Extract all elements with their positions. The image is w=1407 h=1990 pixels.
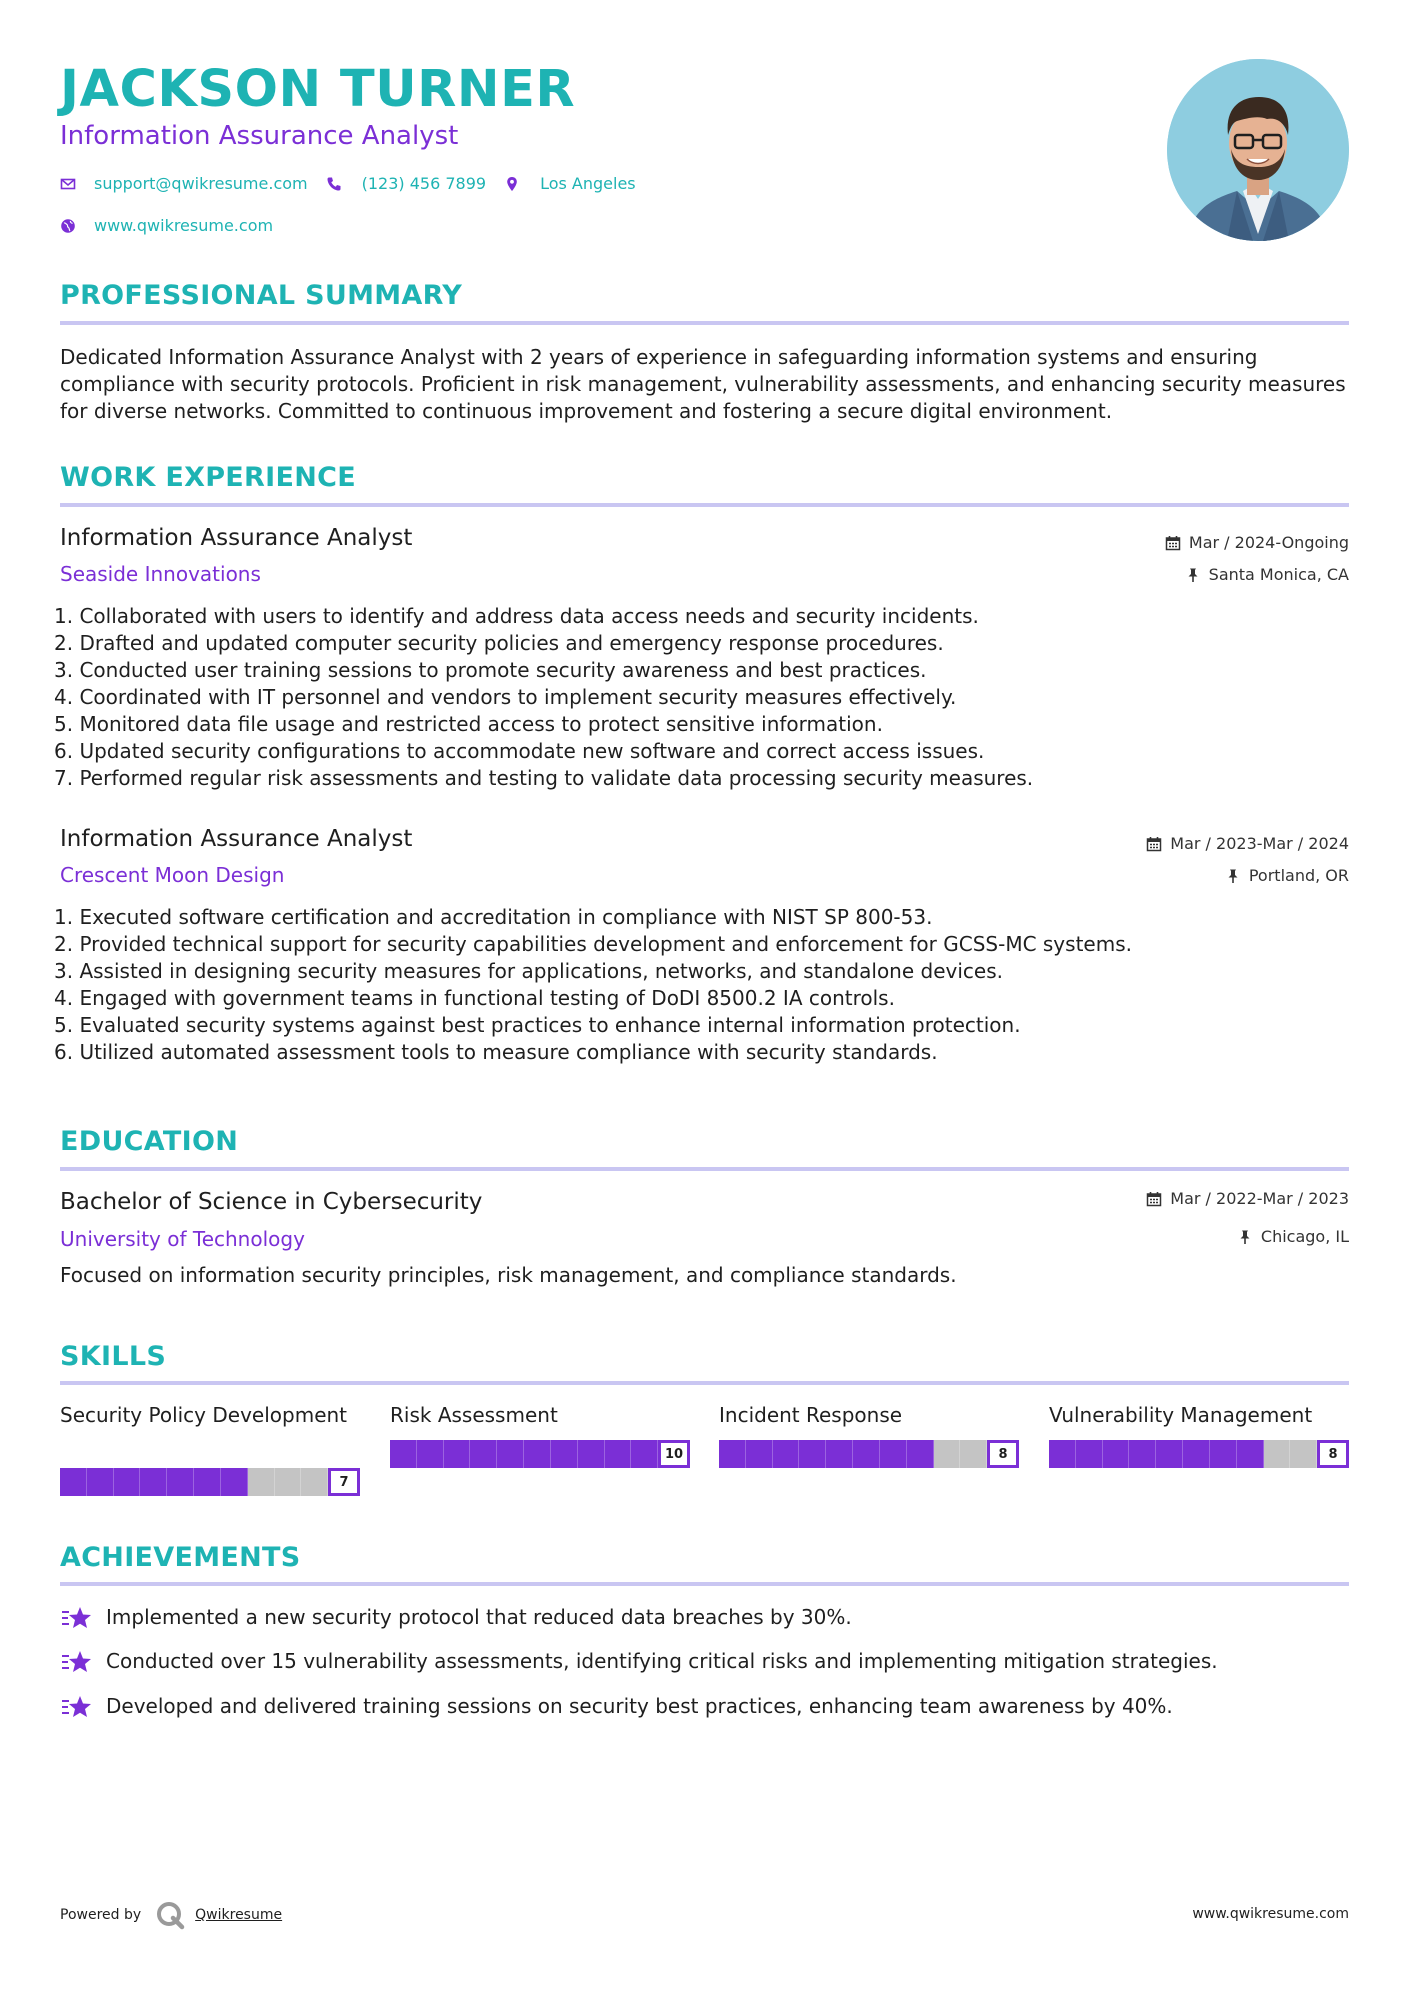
job-title: Information Assurance Analyst bbox=[60, 525, 413, 551]
footer-website[interactable]: www.qwikresume.com bbox=[1192, 1906, 1349, 1922]
achievement-text: Implemented a new security protocol that reduced data breaches by 30%. bbox=[106, 1605, 852, 1629]
education-dates-text: Mar / 2022-Mar / 2023 bbox=[1170, 1189, 1349, 1208]
job-duties-list bbox=[60, 603, 1350, 792]
map-pin-icon bbox=[504, 176, 520, 192]
candidate-role: Information Assurance Analyst bbox=[60, 121, 459, 151]
list-item: Performed regular risk assessments and testing to validate data processing security measures. bbox=[79, 766, 1034, 790]
summary-text: Dedicated Information Assurance Analyst with 2 years of experience in safeguarding information systems and ensuring compliance with security protocols. Proficient in risk management, vulnerability assessments, and enhancing security measures for diverse networks. Committed to continuous improvement and fostering a secure digital environment. bbox=[60, 345, 1346, 423]
location-text: Los Angeles bbox=[540, 174, 636, 193]
skill-level-segment bbox=[1156, 1440, 1183, 1468]
calendar-icon bbox=[1165, 535, 1181, 551]
skill-level-bar bbox=[390, 1440, 690, 1468]
skill-level-segment bbox=[470, 1440, 497, 1468]
star-icon bbox=[60, 1694, 92, 1720]
skill-level-segment bbox=[960, 1440, 987, 1468]
profile-photo-illustration bbox=[1167, 59, 1349, 241]
achievement-item bbox=[60, 1693, 1173, 1720]
skill-risk-assessment bbox=[390, 1402, 690, 1462]
skill-level-segment bbox=[1237, 1440, 1264, 1468]
skill-level-segment bbox=[444, 1440, 471, 1468]
brand-link[interactable]: Qwikresume bbox=[195, 1907, 283, 1923]
achievement-text: Developed and delivered training sessions on security best practices, enhancing team awareness by 40%. bbox=[106, 1694, 1173, 1718]
calendar-icon bbox=[1146, 1191, 1162, 1207]
pushpin-icon bbox=[1237, 1229, 1253, 1245]
skill-name: Security Policy Development bbox=[60, 1403, 348, 1427]
list-item: Monitored data file usage and restricted access to protect sensitive information. bbox=[79, 712, 883, 736]
education-location-text: Chicago, IL bbox=[1260, 1227, 1349, 1246]
contact-row-1 bbox=[60, 174, 654, 193]
skill-level-segment bbox=[853, 1440, 880, 1468]
skill-name: Risk Assessment bbox=[390, 1403, 558, 1427]
skill-level-segment bbox=[524, 1440, 551, 1468]
contact-website[interactable] bbox=[60, 216, 273, 235]
skill-level-segment bbox=[1076, 1440, 1103, 1468]
skill-level-segment bbox=[60, 1468, 87, 1496]
section-title-experience: WORK EXPERIENCE bbox=[60, 462, 356, 493]
powered-by-label: Powered by bbox=[60, 1907, 142, 1923]
list-item: Utilized automated assessment tools to measure compliance with security standards. bbox=[79, 1040, 938, 1064]
job-location bbox=[1225, 866, 1349, 886]
achievement-text: Conducted over 15 vulnerability assessments, identifying critical risks and implementing mitigation strategies. bbox=[106, 1649, 1218, 1673]
list-item: Executed software certification and accreditation in compliance with NIST SP 800-53. bbox=[79, 905, 933, 929]
skill-level-segment bbox=[497, 1440, 524, 1468]
skill-level-segment bbox=[799, 1440, 826, 1468]
star-icon bbox=[60, 1649, 92, 1675]
skill-level-segment bbox=[194, 1468, 221, 1496]
skill-name: Vulnerability Management bbox=[1049, 1403, 1313, 1427]
skill-level-segment bbox=[221, 1468, 248, 1496]
education-dates bbox=[1146, 1189, 1349, 1209]
list-item: Evaluated security systems against best practices to enhance internal information protection. bbox=[79, 1013, 1021, 1037]
contact-phone[interactable] bbox=[326, 174, 486, 193]
website-text[interactable]: www.qwikresume.com bbox=[94, 216, 274, 235]
list-item: Collaborated with users to identify and address data access needs and security incidents. bbox=[79, 604, 979, 628]
skill-level-segment bbox=[140, 1468, 167, 1496]
job-dates-text: Mar / 2024-Ongoing bbox=[1188, 533, 1349, 552]
list-item: Assisted in designing security measures for applications, networks, and standalone devices. bbox=[79, 959, 1003, 983]
skill-level-segment bbox=[301, 1468, 328, 1496]
job-title: Information Assurance Analyst bbox=[60, 826, 413, 852]
calendar-icon bbox=[1146, 836, 1162, 852]
job-duties-list bbox=[60, 904, 1350, 1066]
skill-level-segment bbox=[746, 1440, 773, 1468]
section-divider bbox=[60, 321, 1349, 325]
job-company: Crescent Moon Design bbox=[60, 863, 285, 887]
job-dates bbox=[1146, 834, 1349, 854]
section-divider bbox=[60, 503, 1349, 507]
skill-level-segment bbox=[826, 1440, 853, 1468]
achievement-item bbox=[60, 1648, 1218, 1675]
skill-vulnerability-management bbox=[1049, 1402, 1349, 1462]
list-item: Conducted user training sessions to promote security awareness and best practices. bbox=[79, 658, 927, 682]
job-location bbox=[1185, 565, 1349, 585]
phone-text[interactable]: (123) 456 7899 bbox=[361, 174, 487, 193]
skill-incident-response bbox=[719, 1402, 1019, 1462]
section-title-summary: PROFESSIONAL SUMMARY bbox=[60, 280, 463, 311]
skill-level-segment bbox=[1290, 1440, 1317, 1468]
skill-level-bar bbox=[719, 1440, 1019, 1468]
section-title-achievements: ACHIEVEMENTS bbox=[60, 1542, 301, 1573]
skill-level-segment bbox=[1129, 1440, 1156, 1468]
skill-level-segment bbox=[773, 1440, 800, 1468]
skill-level-segment bbox=[390, 1440, 417, 1468]
skill-level-badge: 8 bbox=[1317, 1440, 1349, 1468]
skill-level-segment bbox=[551, 1440, 578, 1468]
section-title-skills: SKILLS bbox=[60, 1341, 167, 1372]
contact-email[interactable] bbox=[60, 174, 308, 193]
section-divider bbox=[60, 1381, 1349, 1385]
education-description: Focused on information security principles, risk management, and compliance standards. bbox=[60, 1263, 957, 1287]
job-company: Seaside Innovations bbox=[60, 562, 261, 586]
section-divider bbox=[60, 1167, 1349, 1171]
list-item: Updated security configurations to accommodate new software and correct access issues. bbox=[79, 739, 985, 763]
skill-level-badge: 10 bbox=[658, 1440, 690, 1468]
skill-level-segment bbox=[934, 1440, 961, 1468]
skill-level-segment bbox=[1183, 1440, 1210, 1468]
skill-level-segment bbox=[114, 1468, 141, 1496]
candidate-name: JACKSON TURNER bbox=[60, 60, 576, 119]
qwikresume-logo-icon bbox=[155, 1900, 185, 1930]
list-item: Engaged with government teams in functional testing of DoDI 8500.2 IA controls. bbox=[79, 986, 895, 1010]
footer-powered-by bbox=[60, 1900, 282, 1930]
skill-level-segment bbox=[880, 1440, 907, 1468]
skill-level-badge: 8 bbox=[987, 1440, 1019, 1468]
email-text[interactable]: support@qwikresume.com bbox=[94, 174, 308, 193]
phone-icon bbox=[326, 176, 342, 192]
contact-row-2 bbox=[60, 216, 291, 235]
job-dates-text: Mar / 2023-Mar / 2024 bbox=[1170, 834, 1349, 853]
skill-level-segment bbox=[578, 1440, 605, 1468]
skill-level-segment bbox=[167, 1468, 194, 1496]
envelope-icon bbox=[60, 176, 76, 192]
skill-level-segment bbox=[719, 1440, 746, 1468]
list-item: Provided technical support for security capabilities development and enforcement for GCSS-MC systems. bbox=[79, 932, 1132, 956]
skill-level-bar bbox=[60, 1468, 360, 1496]
skill-security-policy bbox=[60, 1402, 360, 1490]
skill-level-segment bbox=[1103, 1440, 1130, 1468]
section-divider bbox=[60, 1582, 1349, 1586]
star-icon bbox=[60, 1605, 92, 1631]
skill-level-segment bbox=[417, 1440, 444, 1468]
job-location-text: Santa Monica, CA bbox=[1208, 565, 1349, 584]
job-dates bbox=[1165, 533, 1349, 553]
skill-level-badge: 7 bbox=[328, 1468, 360, 1496]
skill-level-segment bbox=[631, 1440, 658, 1468]
achievement-item bbox=[60, 1604, 852, 1631]
profile-photo bbox=[1167, 59, 1349, 241]
job-location-text: Portland, OR bbox=[1248, 866, 1349, 885]
list-item: Drafted and updated computer security policies and emergency response procedures. bbox=[79, 631, 944, 655]
section-title-education: EDUCATION bbox=[60, 1126, 239, 1157]
skill-level-segment bbox=[248, 1468, 275, 1496]
pushpin-icon bbox=[1225, 868, 1241, 884]
list-item: Coordinated with IT personnel and vendors to implement security measures effectively. bbox=[79, 685, 957, 709]
pushpin-icon bbox=[1185, 567, 1201, 583]
skill-level-bar bbox=[1049, 1440, 1349, 1468]
skill-level-segment bbox=[1210, 1440, 1237, 1468]
skill-level-segment bbox=[605, 1440, 632, 1468]
skill-level-segment bbox=[1264, 1440, 1291, 1468]
degree-title: Bachelor of Science in Cybersecurity bbox=[60, 1189, 483, 1215]
skill-level-segment bbox=[907, 1440, 934, 1468]
skill-level-segment bbox=[275, 1468, 302, 1496]
skill-level-segment bbox=[1049, 1440, 1076, 1468]
contact-location bbox=[504, 174, 636, 193]
education-location bbox=[1237, 1227, 1349, 1247]
skill-level-segment bbox=[87, 1468, 114, 1496]
globe-icon bbox=[60, 218, 76, 234]
skill-name: Incident Response bbox=[719, 1403, 903, 1427]
school-name: University of Technology bbox=[60, 1227, 305, 1251]
